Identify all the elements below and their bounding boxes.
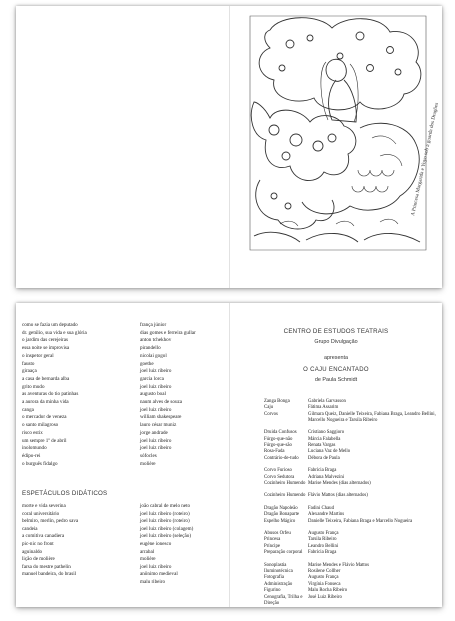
play-title: O CAJU ENCANTADO <box>303 367 369 373</box>
play-name: aguinaldo <box>22 548 43 555</box>
role-name: Cenografia, Trilha e Direção <box>264 594 303 606</box>
list-item <box>16 511 229 518</box>
play-name: canga <box>22 406 34 413</box>
actor-name: Fátima Assarim <box>308 405 339 411</box>
illustration-caption: A Princesa Margarida e Yoyo sob a guarda dos Dragões <box>410 102 440 217</box>
group-name: Grupo Divulgação <box>314 339 358 345</box>
list-item <box>16 322 229 329</box>
play-name: belmiro, merlin, pedro sava <box>22 518 79 525</box>
actor-name: Gilmara Queiz, Danielle Teixeira, Fabiana Braga, Leandro Bellini, Marcello Nogueira e Tarsila Ribeiro <box>308 411 436 423</box>
role-name: Fúrgo-que-não <box>264 436 293 442</box>
play-name: giraaça <box>22 368 37 375</box>
play-author-name: anton tchekhov <box>140 337 172 344</box>
actor-name: Fadini Chaud <box>308 505 334 511</box>
play-author-name: anônimo medieval <box>140 571 178 578</box>
actor-name: Danielle Teixeira, Fabiana Braga e Marcello Nogueira <box>308 518 413 524</box>
role-name: Preparação corporal <box>264 550 303 556</box>
actor-name: Rosilene Collher <box>308 569 341 574</box>
play-author-name: william shakespeare <box>140 414 182 421</box>
actor-name: Débora de Paula <box>308 455 340 461</box>
play-author-name: joel luiz ribeiro (seleção) <box>140 533 192 540</box>
play-author-name: joão cabral de melo neto <box>140 503 191 509</box>
organization-name: CENTRO DE ESTUDOS TEATRAIS <box>283 328 389 335</box>
play-name: grito mudo <box>22 383 45 390</box>
role-name: Princesa <box>264 537 281 543</box>
play-name: um sempre 1º de abril <box>22 437 67 444</box>
coloring-illustration <box>240 10 440 276</box>
actor-name: Malu Rocha Ribeiro <box>308 588 348 594</box>
role-name: Corvo Furioso <box>264 468 292 474</box>
role-name: Iluminotécnica <box>264 569 293 574</box>
role-name: Zanga Bonga <box>264 399 290 404</box>
play-author-name: joel luiz ribeiro <box>140 383 172 390</box>
actor-name: Adriana Malvezini <box>308 474 345 480</box>
actor-name: Leandro Bellini <box>308 543 339 549</box>
play-name: morte e vida severina <box>22 503 66 509</box>
list-item <box>16 518 229 525</box>
actor-name: Tarsila Ribeiro <box>308 537 337 543</box>
list-item <box>16 407 229 414</box>
list-item <box>16 345 229 352</box>
role-name: Espelho Mágico <box>264 518 296 524</box>
list-item <box>16 503 229 510</box>
play-author-name: nicolai gogol <box>140 352 167 359</box>
program-sheet <box>16 303 442 607</box>
role-name: Corvos <box>264 411 278 417</box>
play-author-name: jorge andrade <box>140 429 168 436</box>
actor-name: Fabrícia Braga <box>308 468 337 474</box>
play-author-name: pirandello <box>140 345 161 352</box>
play-name: pic-nic no front <box>22 541 54 547</box>
list-item <box>16 445 229 452</box>
role-name: Cozinheiro Humendo <box>264 493 306 499</box>
play-name: a aurora da minha vida <box>22 399 69 405</box>
role-name: Rosa-Fada <box>264 449 285 455</box>
play-name: coral universitário <box>22 510 60 517</box>
play-author-name: malu ribeiro <box>140 579 166 585</box>
list-item <box>16 461 229 468</box>
role-name: Fotografia <box>264 575 284 581</box>
list-item <box>16 414 229 421</box>
role-name: Administração <box>264 581 293 587</box>
play-name: o jardim das cerejeiras <box>22 337 68 344</box>
play-author-name: molière <box>140 556 156 563</box>
actor-name: Cristiano Saggioro <box>308 430 345 436</box>
play-name: o inspetor geral <box>22 352 54 359</box>
play-author-name: joel luiz ribeiro <box>140 368 172 375</box>
actor-name: Alexandre Martins <box>308 512 345 518</box>
list-item <box>16 353 229 360</box>
play-author-name: naum alves de souza <box>140 399 183 405</box>
play-name: farsa do mestre pathelin <box>22 563 71 570</box>
role-name: Sonoplastia <box>264 562 287 568</box>
list-item <box>16 399 229 406</box>
play-name: a casa de bernarda alba <box>22 375 70 382</box>
actor-name: Flávio Mattos (dias alternados) <box>308 493 368 499</box>
play-name: o burguês fidalgo <box>22 460 58 467</box>
play-author-name: joel luiz ribeiro <box>140 445 172 452</box>
list-item <box>16 430 229 437</box>
list-item <box>16 571 229 578</box>
play-author-name: lauro césar muniz <box>140 422 177 429</box>
play-author: de Paula Schmidt <box>314 377 358 383</box>
play-author-name: joel luiz ribeiro <box>140 406 172 413</box>
presents-label: apresenta <box>324 355 348 361</box>
play-name: candeia <box>22 525 38 532</box>
play-name: risco estix <box>22 429 43 436</box>
play-author-name: joel luiz ribeiro (colagem) <box>140 525 194 532</box>
play-name: fausto <box>22 360 35 367</box>
list-item <box>16 422 229 429</box>
play-name: o santo milagroso <box>22 422 59 429</box>
play-author-name: garcia lorca <box>140 375 164 382</box>
list-item <box>16 361 229 368</box>
list-item <box>16 564 229 571</box>
fold-line <box>229 6 230 288</box>
actor-name: Marise Mendes e Flávio Mattos <box>308 562 370 568</box>
play-author-name: joel luiz ribeiro <box>140 563 172 570</box>
play-name: inolomundo <box>22 445 47 452</box>
play-name: édipo-rei <box>22 452 41 459</box>
play-author-name: sófocles <box>140 452 157 459</box>
list-item <box>16 330 229 337</box>
role-name: Dragão Bonaparte <box>264 512 300 518</box>
play-author-name: goethe <box>140 360 154 367</box>
play-author-name: joel luiz ribeiro <box>140 437 172 444</box>
didactic-heading: ESPETÁCULOS DIDÁTICOS <box>22 490 108 497</box>
list-item <box>16 453 229 460</box>
actor-name: Gabriela Garvasson <box>308 399 346 404</box>
role-name: Corvo Sedutora <box>264 474 295 480</box>
role-name: Figurino <box>264 588 281 594</box>
play-name: lição de molière <box>22 556 55 563</box>
list-item <box>16 376 229 383</box>
actor-name: Virgínia Fonseca <box>308 581 341 587</box>
role-name: Cozinheiro Humendo <box>264 481 306 486</box>
play-name: dr. getúlio, sua vida e sua glória <box>22 329 87 336</box>
play-author-name: frança júnior <box>140 322 167 328</box>
play-name: a comitiva canadiera <box>22 533 65 540</box>
list-item <box>16 438 229 445</box>
list-item <box>16 556 229 563</box>
actor-name: José Luiz Ribeiro <box>308 594 342 600</box>
role-name: Príncipe <box>264 543 280 549</box>
role-name: Dragão Napoleão <box>264 505 298 511</box>
actor-name: Marise Mendes (dias alternados) <box>308 481 371 486</box>
list-item <box>16 533 229 540</box>
play-name: o mercador de veneza <box>22 414 67 421</box>
play-author-name: molière <box>140 460 156 467</box>
list-item <box>16 549 229 556</box>
role-name: Abusos Orfeu <box>264 531 291 536</box>
list-item <box>16 368 229 375</box>
play-name: como se fazia um deputado <box>22 322 78 328</box>
cover-sheet <box>16 6 442 288</box>
play-author-name: augusto boal <box>140 391 166 398</box>
list-item <box>16 579 229 586</box>
role-name: Caju <box>264 405 274 411</box>
actor-name: Fabrícia Braga <box>308 550 337 556</box>
actor-name: Renata Vargas <box>308 443 336 448</box>
play-name: essa noite se improvisa <box>22 345 70 352</box>
credits-page <box>230 303 442 607</box>
role-name: Druida Confusos <box>264 430 297 436</box>
list-item <box>16 384 229 391</box>
actor-name: Augusto França <box>308 531 339 536</box>
actor-name: Augusto França <box>308 575 339 581</box>
play-author-name: arrabal <box>140 548 155 555</box>
list-item <box>16 526 229 533</box>
list-item <box>16 391 229 398</box>
role-name: Fúrgo-que-são <box>264 443 292 448</box>
actor-name: Márcia Falabella <box>308 436 341 442</box>
illustration-drawing <box>240 10 440 276</box>
play-author-name: eugène ionesco <box>140 541 172 547</box>
play-author-name: joel luiz ribeiro (roteiro) <box>140 518 190 525</box>
play-name: as aventuras do tio patinhas <box>22 391 79 398</box>
play-name: manuel bandeira, do brasil <box>22 571 77 578</box>
list-item <box>16 541 229 548</box>
play-author-name: dias gomes e ferreira gullar <box>140 329 196 336</box>
list-item <box>16 337 229 344</box>
role-name: Contrário-de-tudo <box>264 455 299 461</box>
play-author-name: joel luiz ribeiro (roteiro) <box>140 510 190 517</box>
repertoire-page <box>16 303 229 607</box>
actor-name: Luciana Vaz de Mello <box>308 449 351 455</box>
